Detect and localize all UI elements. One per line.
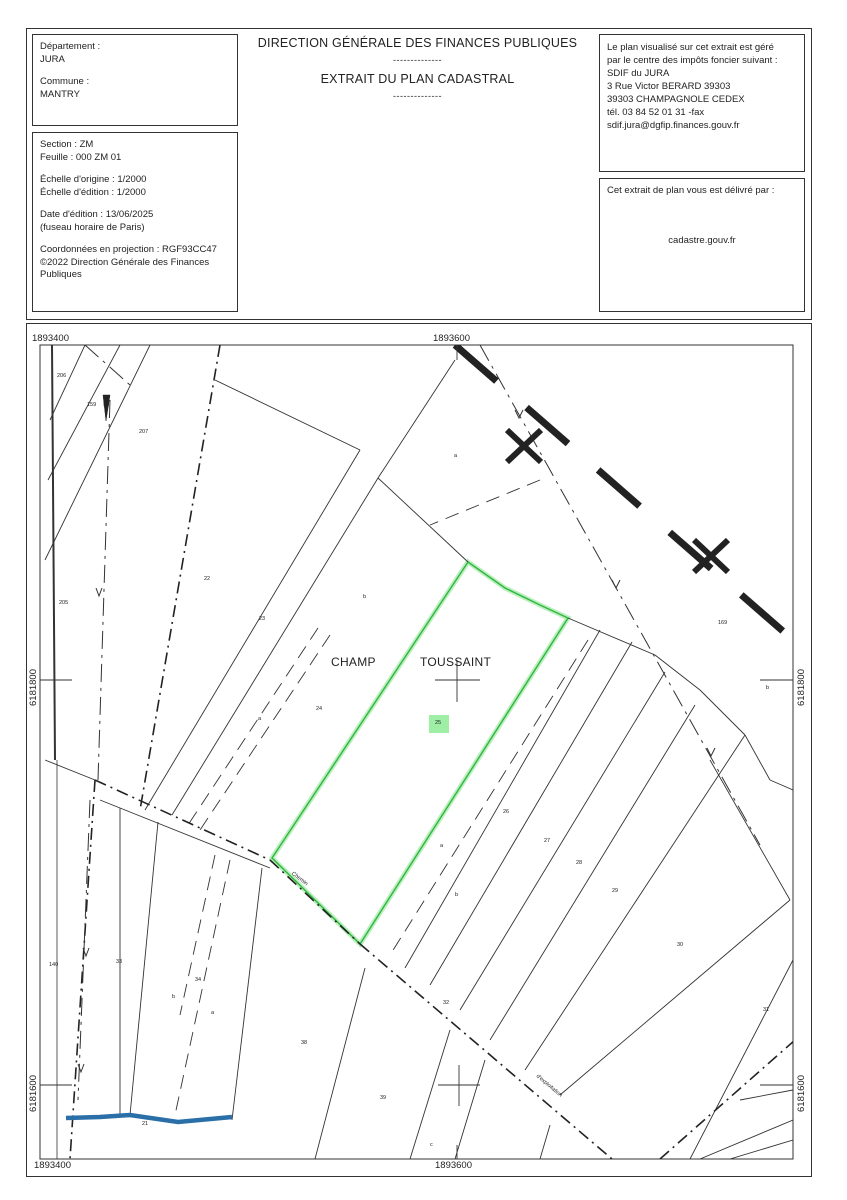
delivery-site: cadastre.gouv.fr <box>668 234 736 246</box>
boundary-line <box>50 345 85 420</box>
scale-origin-text: Échelle d'origine : 1/2000 <box>40 174 147 185</box>
boundary-line <box>655 655 700 690</box>
boundary-line <box>215 380 360 450</box>
parcel-label: 32 <box>443 1000 450 1006</box>
parcel-label: 38 <box>301 1040 308 1046</box>
boundary-line <box>745 735 770 780</box>
parcel-sublabel: a <box>454 453 458 459</box>
parcel-label: 33 <box>116 959 123 965</box>
boundary-line <box>315 968 365 1159</box>
admin-boundary <box>70 780 95 1159</box>
boundary-line <box>770 780 793 790</box>
parcel-25-outline <box>272 562 568 944</box>
boundary-line <box>410 1030 450 1159</box>
parcel-label: 206 <box>57 373 67 379</box>
parcel-label: 140 <box>49 962 59 968</box>
division-line <box>430 480 540 525</box>
parcel-label: 29 <box>612 888 619 894</box>
lieu-dit-toussaint: TOUSSAINT <box>420 655 492 669</box>
projection-text: Coordonnées en projection : RGF93CC47 <box>40 244 217 255</box>
parcel-label: 169 <box>718 620 728 626</box>
boundary-line <box>710 760 790 900</box>
division-line <box>188 628 318 825</box>
route-line <box>98 400 110 780</box>
admin-boundary <box>660 1040 795 1159</box>
parcel-label: 159 <box>87 402 97 408</box>
division-line <box>175 860 230 1115</box>
parcel-label: 21 <box>142 1121 149 1127</box>
arrow-icon <box>96 588 102 596</box>
parcel-label: 22 <box>204 576 211 582</box>
parcel-label: 207 <box>139 429 149 435</box>
parcel-sublabel: b <box>455 892 459 898</box>
boundary-line <box>430 642 632 985</box>
parcel-label: 23 <box>259 616 266 622</box>
parcel-label: 28 <box>576 860 583 866</box>
admin-boundary <box>360 944 612 1159</box>
page-subtitle: EXTRAIT DU PLAN CADASTRAL <box>320 72 515 86</box>
parcel-label: 31 <box>763 1007 770 1013</box>
boundary-line <box>540 1125 550 1159</box>
parcel-sublabel: a <box>211 1010 215 1016</box>
map-inner-border <box>40 345 793 1159</box>
boundary-line <box>490 705 695 1040</box>
boundary-line <box>145 450 360 810</box>
boundary-line <box>455 1060 485 1159</box>
parcel-label: 25 <box>435 720 442 726</box>
boundary-line <box>378 478 468 562</box>
service-line-5: 39303 CHAMPAGNOLE CEDEX <box>607 94 745 105</box>
parcel-sublabel: b <box>172 994 176 1000</box>
coord-y-right-upper: 6181800 <box>796 669 807 706</box>
scale-edition-text: Échelle d'édition : 1/2000 <box>40 186 146 198</box>
service-line-4: 3 Rue Victor BERARD 39303 <box>607 81 731 92</box>
commune-label: Commune : <box>40 76 90 87</box>
lieu-dit-champ: CHAMP <box>331 655 376 669</box>
boundary-line <box>560 900 790 1095</box>
feuille-text: Feuille : 000 ZM 01 <box>40 151 122 163</box>
division-line <box>390 640 588 955</box>
boundary-line <box>700 1120 793 1159</box>
timezone-text: (fuseau horaire de Paris) <box>40 221 145 233</box>
service-line-6: tél. 03 84 52 01 31 -fax <box>607 107 705 118</box>
service-line-3: SDIF du JURA <box>607 68 670 79</box>
division-line <box>180 855 215 1015</box>
coord-y-left-lower: 6181600 <box>28 1075 39 1112</box>
departement-value: JURA <box>40 53 65 65</box>
parcel-sublabel: b <box>363 594 367 600</box>
commune-value: MANTRY <box>40 88 80 100</box>
boundary-line <box>172 478 378 815</box>
copyright-text-1: ©2022 Direction Générale des Finances <box>40 256 210 268</box>
parcel-label: 27 <box>544 838 551 844</box>
admin-boundary <box>95 780 270 860</box>
boundary-line <box>568 618 655 655</box>
route-line <box>85 345 130 385</box>
parcel-sublabel: b <box>766 685 770 691</box>
coord-x-top-left: 1893400 <box>32 333 69 344</box>
edition-date-text: Date d'édition : 13/06/2025 <box>40 209 154 220</box>
boundary-line <box>460 672 665 1010</box>
coord-x-bottom-mid: 1893600 <box>435 1160 472 1171</box>
survey-line <box>52 345 55 760</box>
service-line-2: par le centre des impôts foncier suivant : <box>607 55 778 66</box>
boundary-line <box>700 690 745 735</box>
boundary-line <box>130 822 158 1115</box>
north-label: N <box>103 398 110 408</box>
arrow-icon <box>612 580 620 588</box>
boundary-line <box>232 868 262 1120</box>
boundary-line <box>525 735 745 1070</box>
delivery-label: Cet extrait de plan vous est délivré par : <box>607 185 775 196</box>
heavy-boundary <box>455 345 793 640</box>
coord-x-top-mid: 1893600 <box>433 333 470 344</box>
parcel-sublabel: a <box>258 716 262 722</box>
blue-boundary <box>66 1115 232 1122</box>
coord-y-right-lower: 6181600 <box>796 1075 807 1112</box>
boundary-line <box>740 1090 793 1100</box>
parcel-label: 26 <box>503 809 510 815</box>
copyright-text-2: Publiques <box>40 269 82 280</box>
coord-x-bottom-left: 1893400 <box>34 1160 71 1171</box>
boundary-line <box>378 360 458 478</box>
parcel-label: 39 <box>380 1095 387 1101</box>
boundary-line <box>100 800 270 868</box>
coord-y-left-upper: 6181800 <box>28 669 39 706</box>
parcel-label: 24 <box>316 706 323 712</box>
service-line-1: Le plan visualisé sur cet extrait est géré <box>607 42 774 53</box>
section-text: Section : ZM <box>40 139 94 150</box>
road-label: d'exploitation <box>534 1073 564 1099</box>
subtitle-separator: -------------- <box>393 91 442 101</box>
parcel-label: 34 <box>195 977 202 983</box>
boundary-line <box>690 960 793 1159</box>
boundary-line <box>405 630 600 968</box>
road-label: Chemin <box>290 870 309 888</box>
parcel-label: 30 <box>677 942 684 948</box>
departement-label: Département : <box>40 41 101 52</box>
parcel-25-highlight <box>272 562 568 944</box>
title-separator: -------------- <box>393 55 442 65</box>
boundary-line <box>45 760 95 780</box>
service-email: sdif.jura@dgfip.finances.gouv.fr <box>607 120 740 131</box>
parcel-sublabel: a <box>440 843 444 849</box>
page-title: DIRECTION GÉNÉRALE DES FINANCES PUBLIQUES <box>257 36 578 50</box>
parcel-sublabel: c <box>430 1142 433 1148</box>
parcel-label: 205 <box>59 600 69 606</box>
